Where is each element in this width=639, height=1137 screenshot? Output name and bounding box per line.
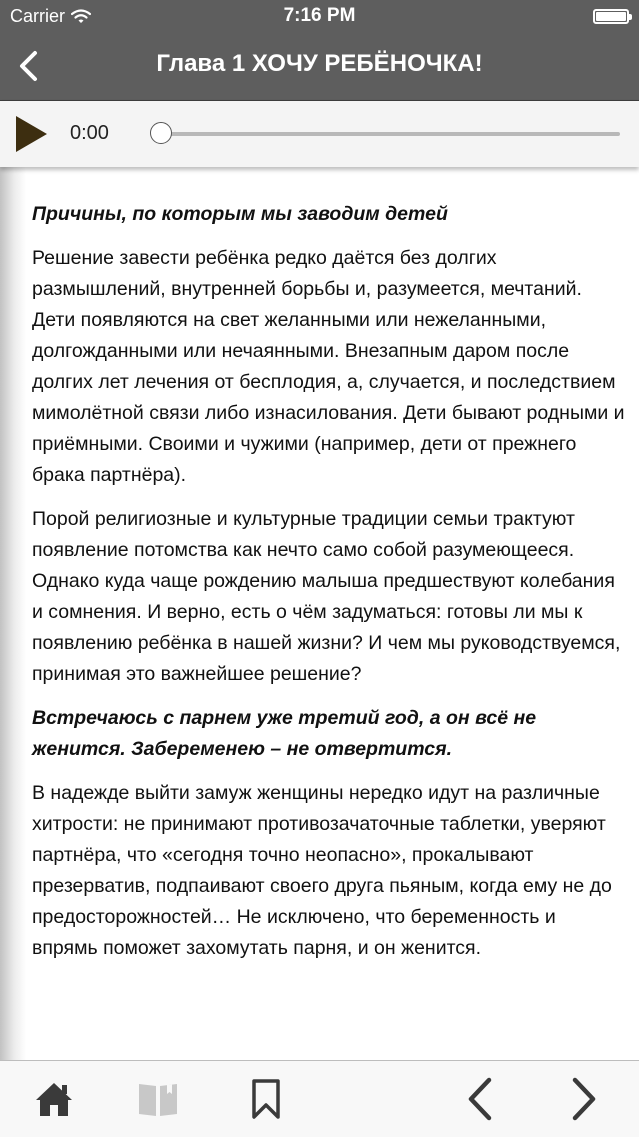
page-title: Глава 1 ХОЧУ РЕБЁНОЧКА! <box>156 50 483 77</box>
home-icon <box>34 1080 74 1118</box>
section-heading: Встречаюсь с парнем уже третий год, а он всё не женится. Забеременею – не отвертится. <box>32 707 537 760</box>
audio-player <box>0 100 639 167</box>
play-icon <box>14 115 48 153</box>
chevron-right-icon <box>569 1077 599 1121</box>
chevron-left-icon <box>465 1077 495 1121</box>
back-button[interactable] <box>8 40 48 92</box>
chevron-left-icon <box>17 50 39 82</box>
battery-icon <box>593 9 629 24</box>
chapter-content[interactable] <box>0 166 639 1060</box>
body-paragraph: Порой религиозные и культурные традиции семьи трактуют появление потомства как нечто само собой разумеющееся. Однако куда чаще рождению малыша предшествуют колебания и сомнения. И верно, есть о чём задуматься: готовы ли мы к появлению ребёнка в нашей жизни? И чем мы руководствуемся, принимая это важнейшее решение? <box>32 508 621 685</box>
progress-thumb[interactable] <box>150 122 172 144</box>
carrier-label: Carrier <box>10 6 66 26</box>
bookmark-icon <box>250 1079 282 1119</box>
body-paragraph: Решение завести ребёнка редко даётся без долгих размышлений, внутренней борьбы и, разумеется, мечтаний. Дети появляются на свет желанными или нежеланными, долгожданными или нечаянными. Внезапным даром после долгих лет лечения от бесплодия, а, случается, и последствием мимолётной связи либо изнасилования. Дети бывают родными и приёмными. Своими и чужими (например, дети от прежнего брака партнёра). <box>32 247 625 486</box>
bookmark-button[interactable] <box>244 1077 288 1121</box>
previous-page-button[interactable] <box>458 1077 502 1121</box>
home-button[interactable] <box>32 1077 76 1121</box>
navigation-header <box>0 0 639 100</box>
next-page-button[interactable] <box>562 1077 606 1121</box>
progress-track[interactable] <box>158 132 620 136</box>
book-icon <box>137 1081 179 1117</box>
body-paragraph: В надежде выйти замуж женщины нередко идут на различные хитрости: не принимают противозачаточные таблетки, уверяют партнёра, что «сегодня точно неопасно», прокалывают презерватив, подпаивают своего друга пьяным, когда ему не до предосторожностей… Не исключено, что беременность и впрямь поможет захомутать парня, и он женится. <box>32 782 612 959</box>
chapter-text <box>32 199 625 977</box>
status-time: 7:16 PM <box>283 5 356 26</box>
playback-time: 0:00 <box>70 122 109 144</box>
section-heading: Причины, по которым мы заводим детей <box>32 203 448 225</box>
bottom-toolbar <box>0 1060 639 1137</box>
status-bar <box>0 0 639 34</box>
play-button[interactable] <box>14 115 48 153</box>
book-button[interactable] <box>136 1077 180 1121</box>
